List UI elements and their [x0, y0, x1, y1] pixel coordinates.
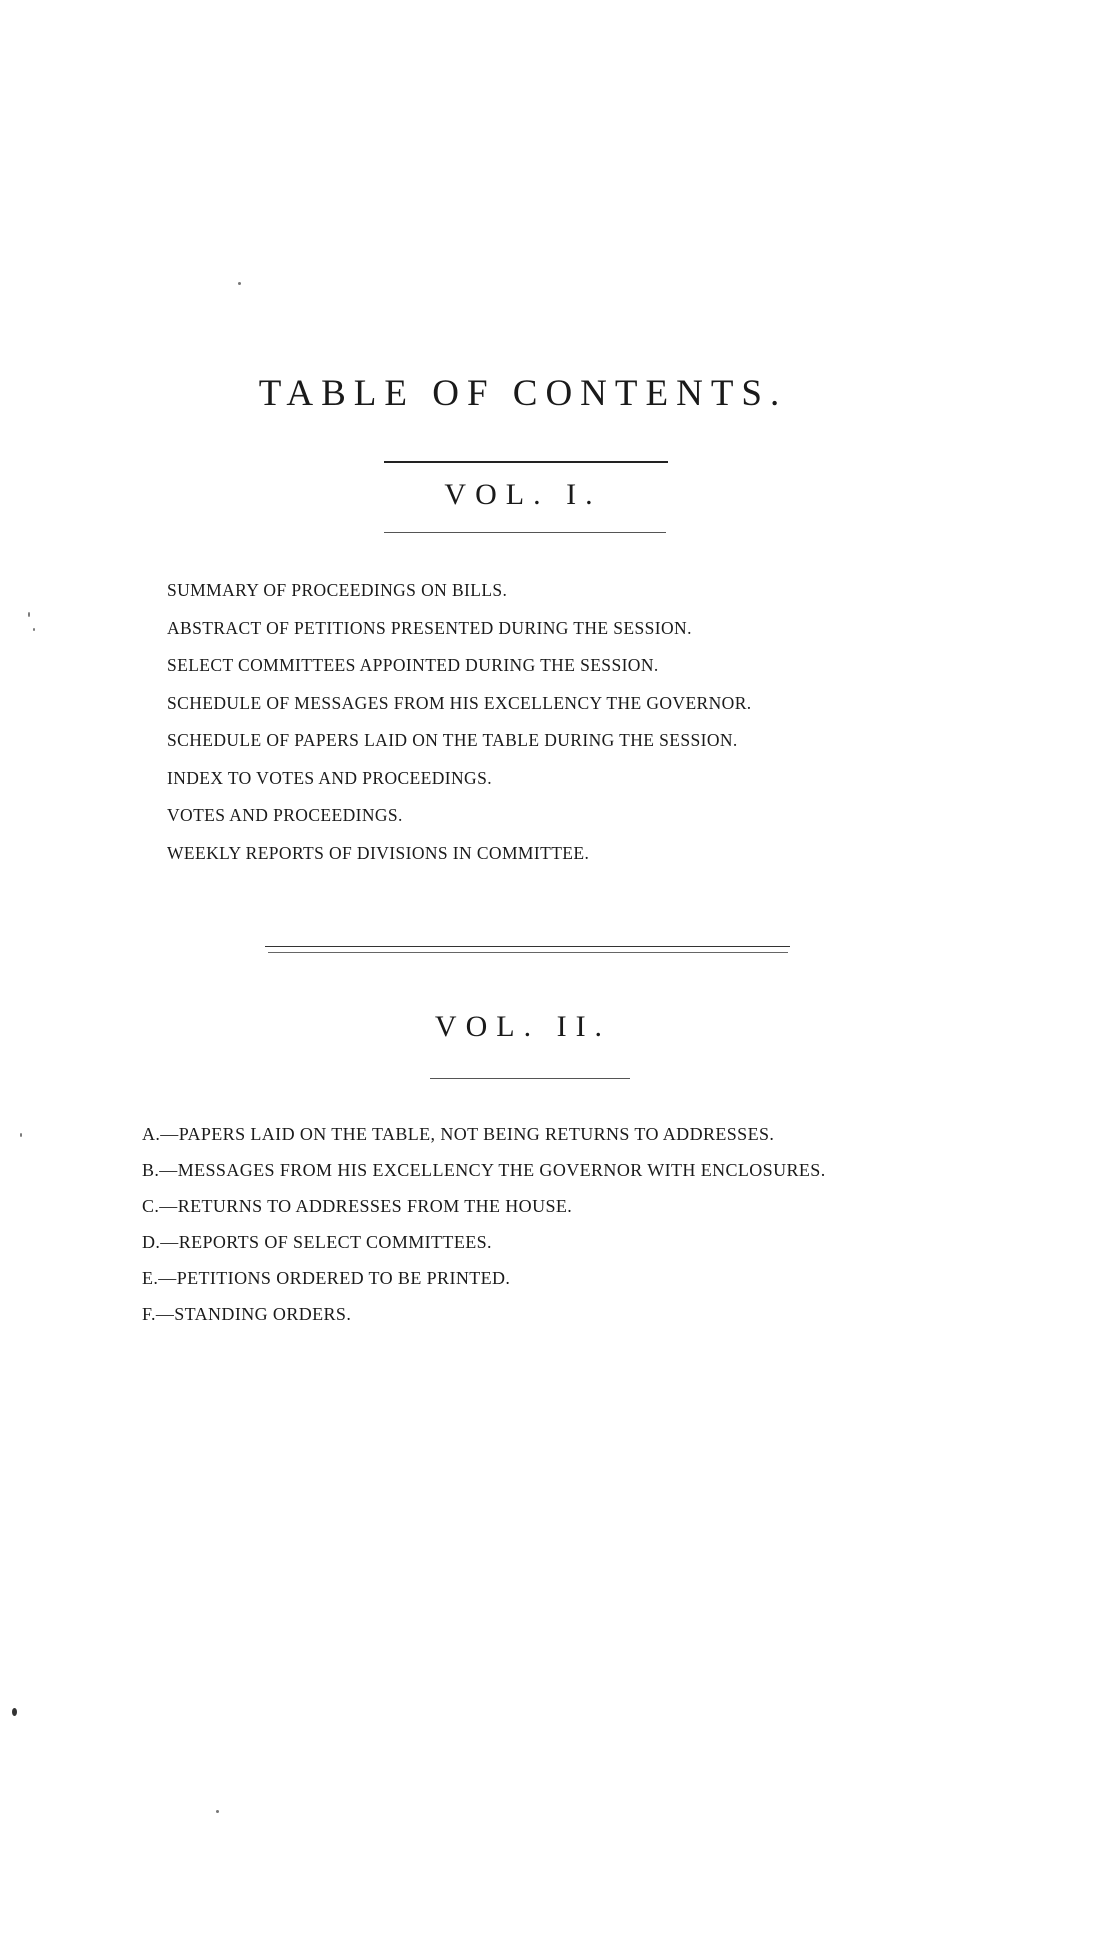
vol1-item-select-committees: SELECT COMMITTEES APPOINTED DURING THE SESSION. — [167, 655, 659, 675]
vol1-item-weekly-reports: WEEKLY REPORTS OF DIVISIONS IN COMMITTEE. — [167, 842, 590, 863]
scan-speck — [20, 1133, 22, 1137]
vol2-heading: VOL. II. — [434, 1010, 612, 1043]
vol1-contents-list — [167, 572, 752, 872]
vol2-item-e: E.—PETITIONS ORDERED TO BE PRINTED. — [142, 1268, 511, 1288]
scan-speck — [28, 612, 30, 617]
scan-speck — [238, 282, 241, 285]
vol2-contents-list — [142, 1116, 826, 1332]
scan-speck — [12, 1708, 17, 1716]
vol1-item-abstract: ABSTRACT OF PETITIONS PRESENTED DURING THE SESSION. — [167, 617, 692, 638]
vol1-heading-rule — [384, 532, 666, 533]
title-rule — [384, 461, 668, 463]
vol1-item-schedule-papers: SCHEDULE OF PAPERS LAID ON THE TABLE DURING THE SESSION. — [167, 730, 738, 750]
scan-speck — [33, 628, 35, 631]
section-divider-rule — [265, 946, 790, 947]
vol2-heading-rule — [430, 1078, 630, 1079]
vol2-item-f: F.—STANDING ORDERS. — [142, 1304, 352, 1324]
vol1-item-summary: SUMMARY OF PROCEEDINGS ON BILLS. — [167, 580, 508, 600]
vol2-item-a: A.—PAPERS LAID ON THE TABLE, NOT BEING RETURNS TO ADDRESSES. — [142, 1124, 775, 1144]
section-divider-rule-lower — [268, 952, 788, 953]
vol1-item-index: INDEX TO VOTES AND PROCEEDINGS. — [167, 767, 492, 788]
vol1-item-votes: VOTES AND PROCEEDINGS. — [167, 805, 403, 825]
vol2-item-b: B.—MESSAGES FROM HIS EXCELLENCY THE GOVERNOR WITH ENCLOSURES. — [142, 1160, 826, 1180]
vol2-item-c: C.—RETURNS TO ADDRESSES FROM THE HOUSE. — [142, 1196, 573, 1216]
vol1-item-schedule-messages: SCHEDULE OF MESSAGES FROM HIS EXCELLENCY THE GOVERNOR. — [167, 692, 752, 713]
vol1-heading: VOL. I. — [444, 478, 602, 511]
page-title: TABLE OF CONTENTS. — [258, 373, 788, 414]
scan-speck — [216, 1810, 219, 1813]
vol2-item-d: D.—REPORTS OF SELECT COMMITTEES. — [142, 1232, 492, 1252]
